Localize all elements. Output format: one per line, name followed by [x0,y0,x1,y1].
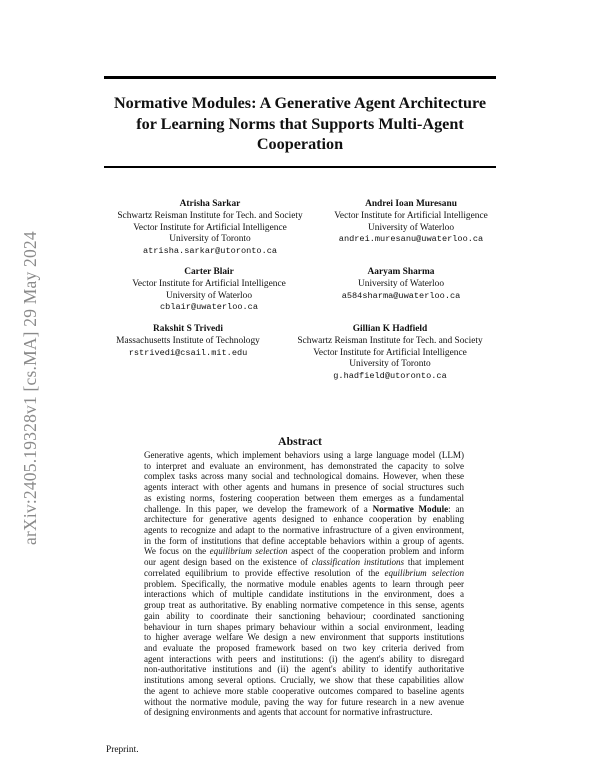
author-email: andrei.muresanu@uwaterloo.ca [338,234,484,245]
abstract-italic-term: classification institutions [311,557,405,568]
title-top-rule [104,76,496,79]
author-name: Andrei Ioan Muresanu [365,199,457,209]
abstract-line: to higher average welfare We design a new environment that supports institutions [144,632,464,643]
author-email: g.hadfield@utoronto.ca [333,371,447,382]
abstract-line: our agent design based on the existence of classification institutions that implement [144,557,464,568]
paper-title [100,93,500,155]
author-name: Carter Blair [184,267,234,277]
abstract-line: agents interact with other agents and humans in presence of social structures such [144,482,464,493]
abstract-body [144,450,464,718]
abstract-line: group treat as authoritative. By enabling normative competence in this sense, agents [144,600,464,611]
abstract-line: problem. Specifically, the normative module enables agents to learn through peer [144,578,464,589]
author-email: atrisha.sarkar@utoronto.ca [142,246,278,257]
author-affiliation: Vector Institute for Artificial Intelligence [334,210,488,221]
author-block [98,324,278,359]
author-block [96,199,324,258]
abstract-line: without the normative module, paving the way for future research in a new avenue [144,696,464,707]
author-block [280,324,500,383]
abstract-line: architecture for generative agents designed to enhance cooperation by enabling [144,514,464,525]
author-affiliation: Vector Institute for Artificial Intelligence [313,347,467,358]
abstract-line: of designing environments and agents that account for normative infrastructure. [144,707,433,718]
author-name: Gillian K Hadfield [352,324,428,334]
abstract-line: the agent to achieve more stable cooperative outcomes compared to baseline agents [144,685,464,696]
abstract-line: non-authoritative institutions and (ii) the agent's ability to identify authoritative [144,664,464,675]
abstract-line: correlated equilibrium to provide effective resolution of the equilibrium selection [144,567,465,578]
author-affiliation: University of Toronto [349,359,431,370]
abstract-line: institutions among several options. Crucially, we show that these capabilities allow [144,675,464,686]
abstract-line: interactions which of multiple candidate institutions in the environment, does a [144,589,464,600]
author-affiliation: Schwartz Reisman Institute for Tech. and Society [297,335,483,346]
author-affiliation: University of Waterloo [165,290,253,301]
abstract-heading: Abstract [278,434,322,448]
abstract-line: We focus on the equilibrium selection aspect of the cooperation problem and inform [144,546,465,557]
author-affiliation: Schwartz Reisman Institute for Tech. and Society [117,210,303,221]
abstract-line: complex tasks across many social and technological domains. However, when these [144,471,464,482]
abstract-line: in the form of institutions that define acceptable behaviors within a group of agents. [144,535,464,546]
footer-preprint: Preprint. [106,745,139,755]
abstract-line: behaviour in turn shapes primary behaviour within a social environment, leading [144,621,464,632]
author-email: cblair@uwaterloo.ca [160,302,258,313]
abstract-line: agents to recognize and adapt to the normative infrastructure of a given environment, [144,525,464,536]
author-affiliation: University of Waterloo [367,222,455,233]
title-line: Cooperation [256,135,344,153]
author-name: Aaryam Sharma [367,267,435,277]
author-email: rstrivedi@csail.mit.edu [128,347,248,358]
arxiv-identifier: arXiv:2405.19328v1 [cs.MA] 29 May 2024 [20,231,40,545]
abstract-line: challenge. In this paper, we develop the framework of a Normative Module: an [144,503,464,514]
author-block [326,267,476,302]
abstract-line: Generative agents, which implement behaviors using a large language model (LLM) [144,450,464,460]
abstract-italic-term: equilibrium selection [209,546,288,557]
author-affiliation: Vector Institute for Artificial Intelligence [133,222,287,233]
abstract-line: to interpret and evaluate an environment, has demonstrated the capacity to solve [144,460,464,471]
author-name: Rakshit S Trivedi [153,324,223,334]
title-line: Normative Modules: A Generative Agent Architecture [113,94,487,112]
author-email: a584sharma@uwaterloo.ca [341,290,461,301]
author-affiliation: University of Waterloo [357,278,445,289]
author-affiliation: University of Toronto [169,234,251,245]
author-name: Atrisha Sarkar [179,199,241,209]
author-block [318,199,504,246]
abstract-line: gain ability to coordinate their sanctioning behaviour; coordinated sanctioning [144,610,464,621]
abstract-line: agent interactions with peers and institutions: (i) the agent's ability to disregard [144,653,464,664]
author-affiliation: Vector Institute for Artificial Intelligence [132,278,286,289]
abstract-bold-term: Normative Module [372,503,449,514]
title-bottom-rule [104,166,496,168]
title-line: for Learning Norms that Supports Multi-Agent [136,114,464,133]
abstract-line: as existing norms, fostering cooperation between them emerges as a fundamental [144,492,464,503]
abstract-italic-term: equilibrium selection [384,567,465,578]
abstract-line: and evaluate the proposed framework based on two key criteria derived from [144,642,464,653]
author-block [114,267,304,314]
author-affiliation: Massachusetts Institute of Technology [116,335,260,346]
